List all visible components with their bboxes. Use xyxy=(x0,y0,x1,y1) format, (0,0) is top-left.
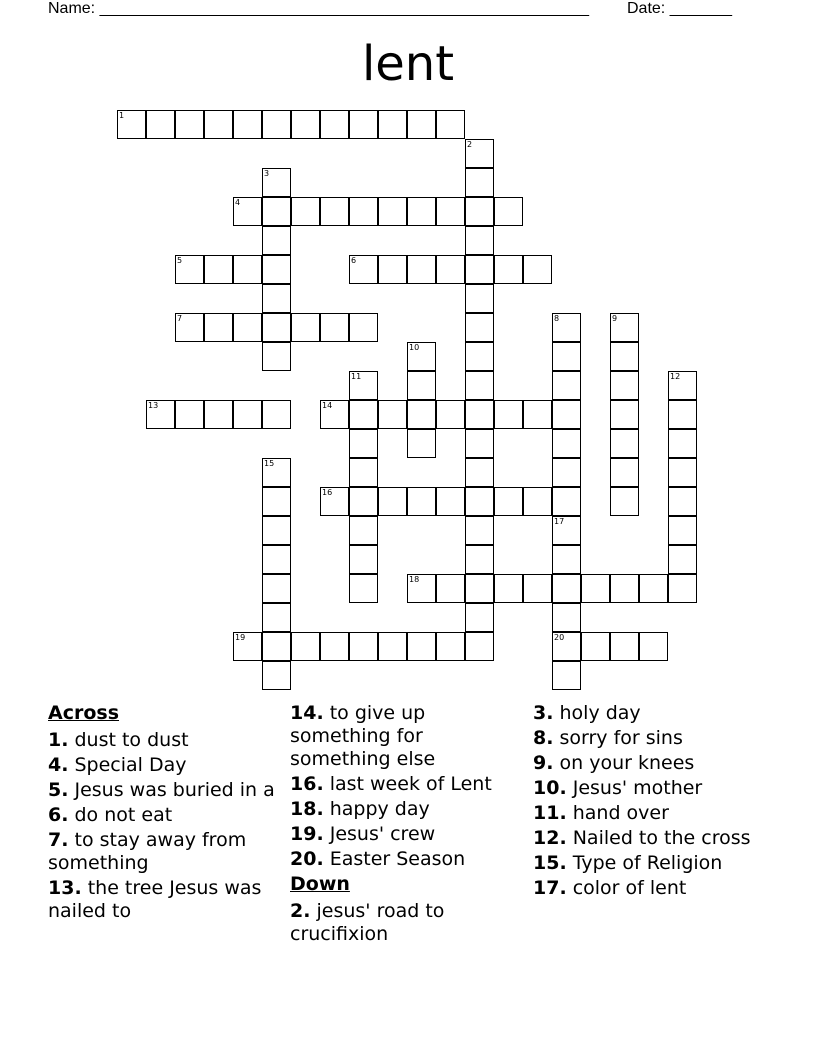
grid-cell[interactable] xyxy=(320,632,349,661)
grid-cell[interactable] xyxy=(436,197,465,226)
clue-number: 3. xyxy=(533,702,554,724)
clue-number-label: 18 xyxy=(409,575,420,584)
clue-number: 13. xyxy=(48,877,82,899)
grid-cell[interactable] xyxy=(262,516,291,545)
grid-cell[interactable] xyxy=(291,313,320,342)
clue-text: Jesus was buried in a xyxy=(68,779,275,801)
grid-cell[interactable] xyxy=(465,342,494,371)
clue-number-label: 17 xyxy=(554,517,565,526)
clue-text: holy day xyxy=(553,702,641,724)
grid-cell[interactable] xyxy=(262,458,291,487)
grid-cell[interactable] xyxy=(407,110,436,139)
clue-number-label: 12 xyxy=(670,372,681,381)
grid-cell[interactable] xyxy=(552,632,581,661)
grid-cell[interactable] xyxy=(320,487,349,516)
grid-cell[interactable] xyxy=(175,110,204,139)
clue-number-label: 19 xyxy=(235,633,246,642)
grid-cell[interactable] xyxy=(465,226,494,255)
clue-number: 18. xyxy=(290,798,324,820)
grid-cell[interactable] xyxy=(233,255,262,284)
grid-cell[interactable] xyxy=(465,255,494,284)
clue-item xyxy=(48,829,283,875)
grid-cell[interactable] xyxy=(523,400,552,429)
grid-cell[interactable] xyxy=(407,371,436,400)
clue-number-label: 5 xyxy=(177,256,183,265)
grid-cell[interactable] xyxy=(436,632,465,661)
clue-number-label: 11 xyxy=(351,372,362,381)
grid-cell[interactable] xyxy=(233,400,262,429)
clue-text: to stay away from something xyxy=(48,829,247,874)
grid-cell[interactable] xyxy=(233,110,262,139)
grid-cell[interactable] xyxy=(494,197,523,226)
grid-cell[interactable] xyxy=(465,168,494,197)
clue-text: Type of Religion xyxy=(566,852,723,874)
grid-cell[interactable] xyxy=(262,400,291,429)
grid-cell[interactable] xyxy=(465,429,494,458)
clue-text: jesus' road to crucifixion xyxy=(290,900,445,945)
grid-cell[interactable] xyxy=(465,574,494,603)
clue-number-label: 9 xyxy=(612,314,618,323)
grid-cell[interactable] xyxy=(552,400,581,429)
header xyxy=(48,0,748,22)
grid-cell[interactable] xyxy=(552,458,581,487)
grid-cell[interactable] xyxy=(262,110,291,139)
grid-cell[interactable] xyxy=(146,400,175,429)
clue-text: to give up something for something else xyxy=(290,702,436,770)
grid-cell[interactable] xyxy=(494,400,523,429)
grid-cell[interactable] xyxy=(262,487,291,516)
grid-cell[interactable] xyxy=(465,516,494,545)
clue-text: do not eat xyxy=(68,804,173,826)
clue-number: 10. xyxy=(533,777,567,799)
grid-cell[interactable] xyxy=(349,516,378,545)
grid-cell[interactable] xyxy=(407,574,436,603)
clue-number-label: 2 xyxy=(467,140,473,149)
grid-cell[interactable] xyxy=(349,197,378,226)
clue-item xyxy=(48,804,283,827)
clue-number-label: 3 xyxy=(264,169,270,178)
clue-number: 11. xyxy=(533,802,567,824)
clue-number: 5. xyxy=(48,779,69,801)
clue-number-label: 6 xyxy=(351,256,357,265)
clue-item xyxy=(48,729,283,752)
grid-cell[interactable] xyxy=(436,110,465,139)
grid-cell[interactable] xyxy=(552,429,581,458)
grid-cell[interactable] xyxy=(465,197,494,226)
grid-cell[interactable] xyxy=(465,139,494,168)
grid-cell[interactable] xyxy=(204,313,233,342)
grid-cell[interactable] xyxy=(610,487,639,516)
grid-cell[interactable] xyxy=(639,632,668,661)
grid-cell[interactable] xyxy=(320,197,349,226)
grid-cell[interactable] xyxy=(668,545,697,574)
grid-cell[interactable] xyxy=(320,110,349,139)
grid-cell[interactable] xyxy=(262,545,291,574)
clues-column-1 xyxy=(48,702,283,925)
clue-text: happy day xyxy=(323,798,430,820)
grid-cell[interactable] xyxy=(465,284,494,313)
grid-cell[interactable] xyxy=(349,313,378,342)
clue-number: 19. xyxy=(290,823,324,845)
down-heading: Down xyxy=(290,873,350,895)
clue-item xyxy=(290,848,525,871)
grid-cell[interactable] xyxy=(262,574,291,603)
grid-cell[interactable] xyxy=(349,110,378,139)
grid-cell[interactable] xyxy=(378,255,407,284)
grid-cell[interactable] xyxy=(349,458,378,487)
grid-cell[interactable] xyxy=(378,400,407,429)
grid-cell[interactable] xyxy=(610,574,639,603)
grid-cell[interactable] xyxy=(349,545,378,574)
grid-cell[interactable] xyxy=(610,371,639,400)
clue-item xyxy=(290,702,525,771)
grid-cell[interactable] xyxy=(262,197,291,226)
grid-cell[interactable] xyxy=(233,313,262,342)
grid-cell[interactable] xyxy=(610,313,639,342)
grid-cell[interactable] xyxy=(378,110,407,139)
grid-cell[interactable] xyxy=(378,632,407,661)
clue-number: 17. xyxy=(533,877,567,899)
grid-cell[interactable] xyxy=(233,632,262,661)
grid-cell[interactable] xyxy=(668,516,697,545)
clue-item xyxy=(48,779,283,802)
clue-text: Nailed to the cross xyxy=(566,827,751,849)
grid-cell[interactable] xyxy=(552,313,581,342)
grid-cell[interactable] xyxy=(494,255,523,284)
clue-item xyxy=(533,727,768,750)
clue-item xyxy=(290,900,525,946)
grid-cell[interactable] xyxy=(349,429,378,458)
grid-cell[interactable] xyxy=(262,168,291,197)
clue-text: color of lent xyxy=(566,877,687,899)
clue-number: 15. xyxy=(533,852,567,874)
clue-number-label: 10 xyxy=(409,343,420,352)
grid-cell[interactable] xyxy=(262,284,291,313)
clue-number-label: 1 xyxy=(119,111,125,120)
grid-cell[interactable] xyxy=(349,632,378,661)
clue-number: 8. xyxy=(533,727,554,749)
grid-cell[interactable] xyxy=(291,110,320,139)
clue-number-label: 15 xyxy=(264,459,275,468)
grid-cell[interactable] xyxy=(204,255,233,284)
grid-cell[interactable] xyxy=(262,313,291,342)
grid-cell[interactable] xyxy=(552,545,581,574)
grid-cell[interactable] xyxy=(465,313,494,342)
grid-cell[interactable] xyxy=(668,487,697,516)
clue-text: hand over xyxy=(566,802,669,824)
clue-number-label: 16 xyxy=(322,488,333,497)
grid-cell[interactable] xyxy=(610,458,639,487)
grid-cell[interactable] xyxy=(262,255,291,284)
puzzle-title: lent xyxy=(361,36,455,92)
grid-cell[interactable] xyxy=(349,574,378,603)
grid-cell[interactable] xyxy=(175,400,204,429)
grid-cell[interactable] xyxy=(407,487,436,516)
clue-text: sorry for sins xyxy=(553,727,683,749)
clue-text: Easter Season xyxy=(323,848,466,870)
clue-number: 14. xyxy=(290,702,324,724)
across-heading: Across xyxy=(48,702,120,724)
clue-number-label: 14 xyxy=(322,401,333,410)
grid-cell[interactable] xyxy=(668,429,697,458)
grid-cell[interactable] xyxy=(204,400,233,429)
clue-number: 12. xyxy=(533,827,567,849)
grid-cell[interactable] xyxy=(262,603,291,632)
clue-number-label: 8 xyxy=(554,314,560,323)
grid-cell[interactable] xyxy=(407,632,436,661)
grid-cell[interactable] xyxy=(552,487,581,516)
grid-cell[interactable] xyxy=(291,197,320,226)
clue-item xyxy=(290,773,525,796)
clue-text: last week of Lent xyxy=(323,773,492,795)
clue-item xyxy=(290,823,525,846)
clue-item xyxy=(533,777,768,800)
grid-cell[interactable] xyxy=(523,255,552,284)
grid-cell[interactable] xyxy=(465,400,494,429)
grid-cell[interactable] xyxy=(262,632,291,661)
grid-cell[interactable] xyxy=(349,371,378,400)
clue-item xyxy=(533,852,768,875)
clue-text: Jesus' crew xyxy=(323,823,436,845)
clue-number: 2. xyxy=(290,900,311,922)
grid-cell[interactable] xyxy=(407,197,436,226)
clues-column-2 xyxy=(290,702,525,948)
grid-cell[interactable] xyxy=(320,313,349,342)
grid-cell[interactable] xyxy=(552,371,581,400)
clue-item xyxy=(533,752,768,775)
grid-cell[interactable] xyxy=(610,400,639,429)
grid-cell[interactable] xyxy=(668,574,697,603)
grid-cell[interactable] xyxy=(668,400,697,429)
grid-cell[interactable] xyxy=(523,574,552,603)
grid-cell[interactable] xyxy=(117,110,146,139)
clue-number: 6. xyxy=(48,804,69,826)
grid-cell[interactable] xyxy=(552,603,581,632)
clue-text: Jesus' mother xyxy=(566,777,703,799)
grid-cell[interactable] xyxy=(465,603,494,632)
clue-number-label: 13 xyxy=(148,401,159,410)
grid-cell[interactable] xyxy=(465,371,494,400)
grid-cell[interactable] xyxy=(204,110,233,139)
grid-cell[interactable] xyxy=(146,110,175,139)
grid-cell[interactable] xyxy=(407,429,436,458)
grid-cell[interactable] xyxy=(175,313,204,342)
grid-cell[interactable] xyxy=(552,661,581,690)
name-field-label[interactable]: Name: _______________________________________________________ xyxy=(48,0,589,17)
clue-text: dust to dust xyxy=(68,729,189,751)
grid-cell[interactable] xyxy=(639,574,668,603)
grid-cell[interactable] xyxy=(378,487,407,516)
clue-text: on your knees xyxy=(553,752,695,774)
clue-number: 9. xyxy=(533,752,554,774)
grid-cell[interactable] xyxy=(581,574,610,603)
grid-cell[interactable] xyxy=(436,574,465,603)
clue-number-label: 7 xyxy=(177,314,183,323)
clue-item xyxy=(290,798,525,821)
grid-cell[interactable] xyxy=(436,487,465,516)
clue-item xyxy=(48,877,283,923)
grid-cell[interactable] xyxy=(262,226,291,255)
grid-cell[interactable] xyxy=(320,400,349,429)
grid-cell[interactable] xyxy=(523,487,552,516)
grid-cell[interactable] xyxy=(610,342,639,371)
grid-cell[interactable] xyxy=(233,197,262,226)
grid-cell[interactable] xyxy=(262,661,291,690)
clue-number: 7. xyxy=(48,829,69,851)
grid-cell[interactable] xyxy=(436,255,465,284)
grid-cell[interactable] xyxy=(465,487,494,516)
clue-item xyxy=(533,877,768,900)
clue-number: 1. xyxy=(48,729,69,751)
clue-item xyxy=(533,827,768,850)
clues-section xyxy=(0,700,816,1000)
clue-item xyxy=(533,702,768,725)
grid-cell[interactable] xyxy=(407,255,436,284)
grid-cell[interactable] xyxy=(668,371,697,400)
grid-cell[interactable] xyxy=(407,400,436,429)
grid-cell[interactable] xyxy=(581,632,610,661)
clues-column-3 xyxy=(533,702,768,902)
grid-cell[interactable] xyxy=(552,342,581,371)
grid-cell[interactable] xyxy=(349,487,378,516)
grid-cell[interactable] xyxy=(262,342,291,371)
grid-cell[interactable] xyxy=(552,516,581,545)
clue-number: 20. xyxy=(290,848,324,870)
grid-cell[interactable] xyxy=(465,632,494,661)
grid-cell[interactable] xyxy=(465,458,494,487)
grid-cell[interactable] xyxy=(407,342,436,371)
grid-cell[interactable] xyxy=(291,632,320,661)
grid-cell[interactable] xyxy=(668,458,697,487)
clue-item xyxy=(533,802,768,825)
grid-cell[interactable] xyxy=(610,632,639,661)
grid-cell[interactable] xyxy=(378,197,407,226)
grid-cell[interactable] xyxy=(610,429,639,458)
grid-cell[interactable] xyxy=(175,255,204,284)
grid-cell[interactable] xyxy=(436,400,465,429)
clue-number-label: 20 xyxy=(554,633,565,642)
clue-number: 4. xyxy=(48,754,69,776)
grid-cell[interactable] xyxy=(494,487,523,516)
grid-cell[interactable] xyxy=(349,400,378,429)
date-field-label[interactable]: Date: _______ xyxy=(627,0,732,17)
grid-cell[interactable] xyxy=(465,545,494,574)
clue-text: Special Day xyxy=(68,754,187,776)
grid-cell[interactable] xyxy=(349,255,378,284)
clue-text: the tree Jesus was nailed to xyxy=(48,877,262,922)
clue-number: 16. xyxy=(290,773,324,795)
grid-cell[interactable] xyxy=(494,574,523,603)
clue-number-label: 4 xyxy=(235,198,241,207)
clue-item xyxy=(48,754,283,777)
grid-cell[interactable] xyxy=(552,574,581,603)
